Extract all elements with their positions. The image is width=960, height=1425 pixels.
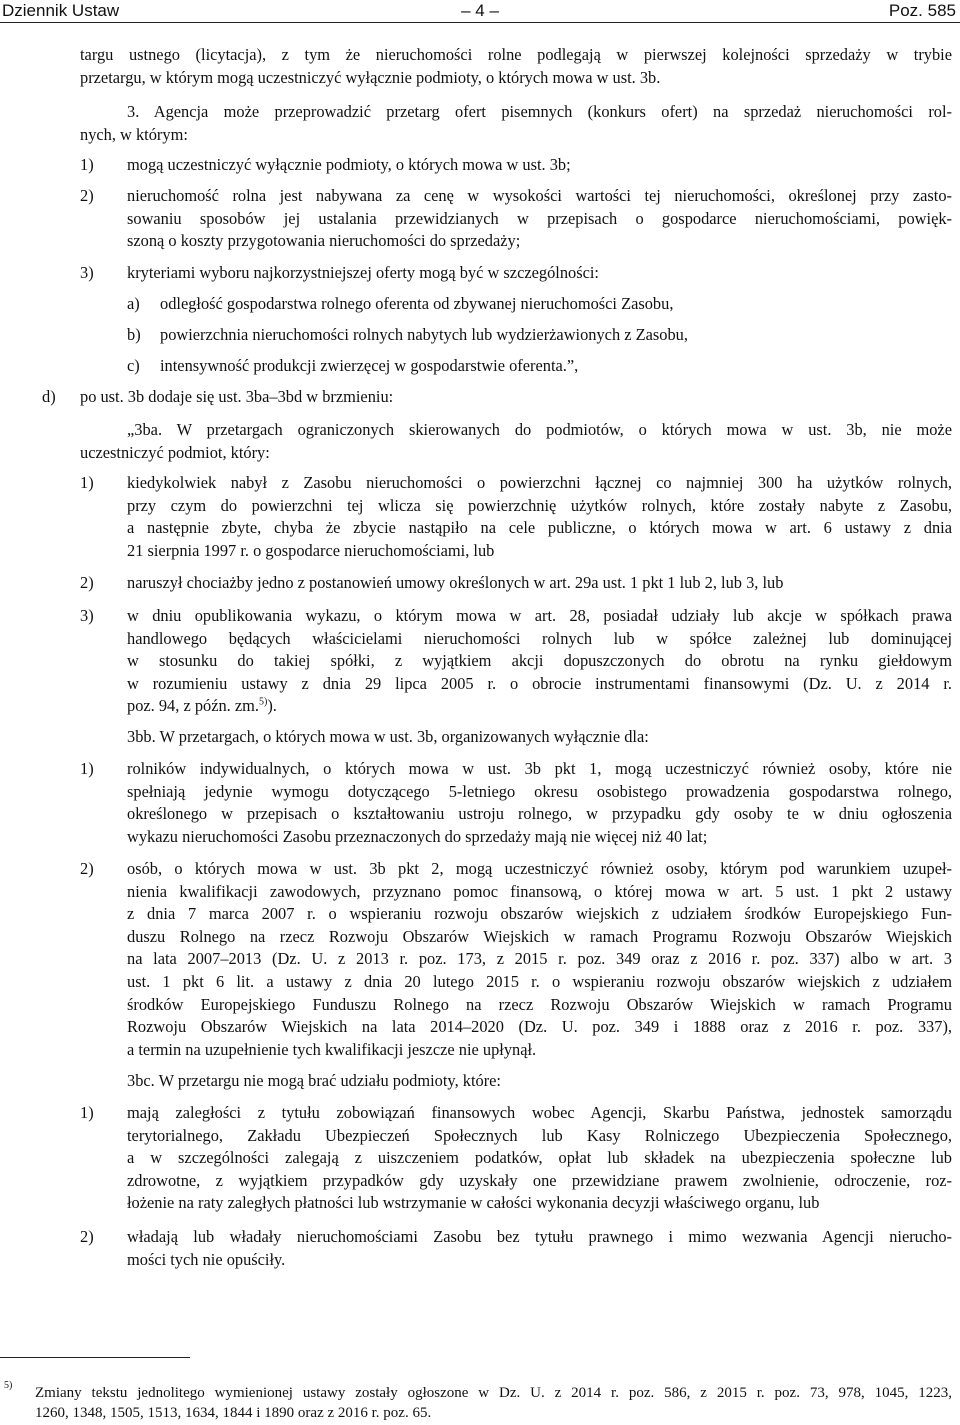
letter-item-c: intensywność produkcji zwierzęcej w gospodarstwie oferenta.”, (160, 356, 579, 375)
section-3ba-item-2 (127, 572, 952, 595)
item-number: 1) (80, 1103, 94, 1122)
text-line: w dniu opublikowania wykazu, o którym mowa w art. 28, posiadał udziały lub akcje w spółkach prawa (127, 606, 952, 625)
text-line: duszu Rolnego na rzecz Rozwoju Obszarów Wiejskich w ramach Programu Rozwoju Obszarów Wiejskich (127, 926, 952, 946)
text-line: środków Europejskiego Funduszu Rolnego na rzecz Rozwoju Obszarów Wiejskich w ramach Programu (127, 994, 952, 1014)
section-3ba-item-1 (127, 472, 952, 563)
page-header (0, 0, 960, 23)
text-line: nienia kwalifikacji zawodowych, przyznano pomoc finansową, o której mowa w art. 5 ust. 1 pkt 2 ustawy (127, 881, 952, 901)
item-number: 1) (80, 473, 94, 492)
footnote-reference[interactable]: 5) (259, 696, 268, 708)
item-number: 2) (80, 573, 94, 592)
footnote-marker: 5) (4, 1380, 13, 1391)
section-3bc-heading (127, 1070, 952, 1093)
amendment-d: po ust. 3b dodaje się ust. 3ba–3bd w brzmieniu: (80, 387, 394, 406)
text-line: przy czym do powierzchni tej wlicza się powierzchnię użytków rolnych, które zostały nabyte z Zasobu, (127, 495, 952, 515)
text-line: „3ba. W przetargach ograniczonych skierowanych do podmiotów, o których mowa w ust. 3b, nie może (127, 420, 952, 439)
item-number: 2) (80, 186, 94, 205)
item-number: 2) (80, 1227, 94, 1246)
text-fragment: poz. 94, z późn. zm. (127, 696, 259, 716)
section-3bb-item-1 (127, 758, 952, 849)
text-line: rolników indywidualnych, o których mowa w ust. 3b pkt 1, mogą uczestniczyć również osoby, które nie (127, 759, 952, 778)
text-line: zdrowotne, z wyjątkiem przypadków gdy uzyskały one przewidziane prawem zwolnienie, odroczenie, roz- (127, 1170, 952, 1190)
text-line: szoną o koszty przygotowania nieruchomości do sprzedaży; (127, 231, 521, 251)
text-line: Zmiany tekstu jednolitego wymienionej ustawy zostały ogłoszone w Dz. U. z 2014 r. poz. 586, z 2015 r. poz. 73, 978, 1045, 1223, (35, 1385, 952, 1401)
text-line: łożenie na raty zaległych płatności lub wstrzymanie w całości wykonania decyzji właściwego organu, lub (127, 1193, 820, 1213)
letter-number: a) (127, 294, 140, 313)
text-line: nieruchomość rolna jest nabywana za cenę w wysokości wartości tej nieruchomości, określonej przy zasto- (127, 186, 952, 205)
footnote-rule (0, 1357, 190, 1358)
item-number: 3) (80, 263, 94, 282)
section-3 (80, 101, 952, 147)
section-3bc-item-1 (127, 1102, 952, 1216)
text-line: 21 sierpnia 1997 r. o gospodarce nieruchomościami, lub (127, 540, 495, 560)
text-line: w rozumieniu ustawy z dnia 29 lipca 2005 r. o obrocie instrumentami finansowymi (Dz. U. z 2014 r. (127, 673, 952, 693)
journal-title: Dziennik Ustaw (2, 1, 120, 20)
section-3-item-1 (127, 154, 952, 177)
letter-number: b) (127, 325, 141, 344)
text-fragment: ). (267, 696, 277, 716)
text-line: na lata 2007–2013 (Dz. U. z 2013 r. poz. 173, z 2015 r. poz. 349 oraz z 2016 r. poz. 337) albo w art. 3 (127, 949, 952, 969)
text-line: uczestniczyć podmiot, który: (80, 442, 270, 462)
text-line: a termin na uzupełnienie tych kwalifikacji jeszcze nie upłynął. (127, 1039, 537, 1059)
text-line: osób, o których mowa w ust. 3b pkt 2, mogą uczestniczyć również osoby, którym pod warunkiem uzupeł- (127, 859, 952, 878)
text-line: a w szczególności zalegają z uiszczeniem podatków, opłat lub składek na ubezpieczenia społeczne lub (127, 1148, 952, 1168)
item-number: 1) (80, 155, 94, 174)
text-line: a następnie zbyte, chyba że zbycie nastąpiło na cele publiczne, o których mowa w art. 6 ustawy z dnia (127, 518, 952, 538)
item-number: 1) (80, 759, 94, 778)
item-number: 2) (80, 859, 94, 878)
section-3bb-item-2 (127, 858, 952, 1062)
text-line: nych, w którym: (80, 124, 188, 144)
text-line: terytorialnego, Zakładu Ubezpieczeń Społecznych lub Kasy Rolniczego Ubezpieczenia Społecznego, (127, 1125, 952, 1145)
text-line: handlowego będących właścicielami nieruchomości rolnych lub w spółce zależnej lub dominującej (127, 628, 952, 648)
letter-item-b: powierzchnia nieruchomości rolnych nabytych lub wydzierżawionych z Zasobu, (160, 325, 688, 344)
section-3ba-item-3 (127, 605, 952, 719)
page-number: – 4 – (461, 1, 499, 20)
text-line: określonego w przepisach o kształtowaniu ustroju rolnego, w przypadku gdy osoby te w dniu ogłoszenia (127, 804, 952, 824)
section-3-item-3 (127, 262, 952, 285)
text-line: spełniają jedynie wymogu dotyczącego 5-letniego okresu osobistego prowadzenia gospodarstwa rolnego, (127, 781, 952, 801)
letter-number: d) (42, 387, 56, 406)
text-line: Rozwoju Obszarów Wiejskich na lata 2014–2020 (Dz. U. poz. 349 i 1888 oraz z 2016 r. poz. 337), (127, 1017, 952, 1037)
section-3ba (80, 419, 952, 465)
text-line: 1260, 1348, 1505, 1513, 1634, 1844 i 1890 oraz z 2016 r. poz. 65. (35, 1405, 432, 1421)
text-line: władają lub władały nieruchomościami Zasobu bez tytułu prawnego i mimo wezwania Agencji nierucho- (127, 1227, 952, 1246)
item-number: 3) (80, 606, 94, 625)
text-line: ust. 1 pkt 6 lit. a ustawy z dnia 20 lutego 2015 r. o wspieraniu rozwoju obszarów wiejskich z udziałem (127, 972, 952, 991)
text-line: mości tych nie opuściły. (127, 1249, 286, 1269)
text-line: przetargu, w którym mogą uczestniczyć wyłącznie podmioty, o których mowa w ust. 3b. (80, 67, 661, 87)
text-line: naruszył chociażby jedno z postanowień umowy określonych w art. 29a ust. 1 pkt 1 lub 2, lub 3, lub (127, 573, 784, 592)
text-line: 3. Agencja może przeprowadzić przetarg ofert pisemnych (konkurs ofert) na sprzedaż nieruchomości rol- (127, 102, 952, 121)
text-line: w stosunku do takiej spółki, z wyjątkiem akcji dopuszczonych do obrotu na rynku giełdowym (127, 651, 952, 671)
text-line: z dnia 7 marca 2007 r. o wspieraniu rozwoju obszarów wiejskich z udziałem środków Europejskiego Fun- (127, 904, 952, 924)
text-line: mają zaległości z tytułu zobowiązań finansowych wobec Agencji, Skarbu Państwa, jednostek samorządu (127, 1103, 952, 1122)
section-3bb-heading (127, 726, 952, 749)
text-line: sowaniu sposobów jej ustalania przewidzianych w przepisach o gospodarce nieruchomościami, powięk- (127, 208, 952, 228)
footnote-text (35, 1383, 952, 1425)
section-3bc-item-2 (127, 1226, 952, 1272)
text-line: 3bc. W przetargu nie mogą brać udziału podmioty, które: (127, 1071, 501, 1090)
text-line: kryteriami wyboru najkorzystniejszej oferty mogą być w szczególności: (127, 263, 599, 282)
letter-number: c) (127, 356, 140, 375)
text-line: wykazu nieruchomości Zasobu przeznaczonych do sprzedaży mają nie więcej niż 40 lat; (127, 826, 708, 846)
intro-paragraph (80, 44, 952, 90)
text-line: mogą uczestniczyć wyłącznie podmioty, o których mowa w ust. 3b; (127, 155, 571, 174)
text-line: targu ustnego (licytacja), z tym że nieruchomości rolne podlegają w pierwszej kolejności sprzedaży w trybie (80, 45, 952, 64)
header-rule (0, 22, 960, 23)
text-line (127, 695, 952, 718)
section-3-item-2 (127, 185, 952, 253)
letter-item-a: odległość gospodarstwa rolnego oferenta od zbywanej nieruchomości Zasobu, (160, 294, 674, 313)
text-line: 3bb. W przetargach, o których mowa w ust. 3b, organizowanych wyłącznie dla: (127, 727, 649, 746)
text-line: kiedykolwiek nabył z Zasobu nieruchomości o powierzchni łącznej co najmniej 300 ha użytków rolnych, (127, 473, 952, 492)
position-number: Poz. 585 (888, 1, 956, 20)
